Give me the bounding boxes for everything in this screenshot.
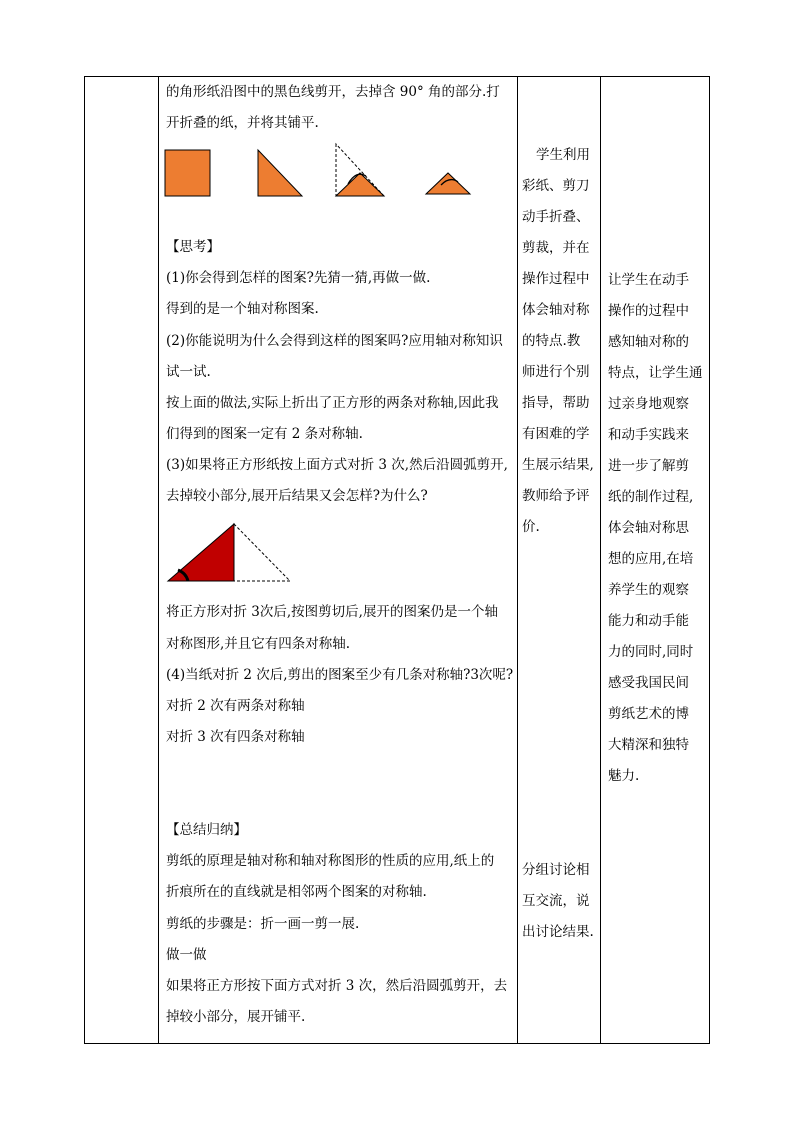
folded-triangle-shape xyxy=(336,173,384,196)
think-line: 得到的是一个轴对称图案. xyxy=(166,301,319,317)
intent-line: 和动手实践来 xyxy=(608,427,689,443)
intent-line: 养学生的观察 xyxy=(608,582,689,598)
folded-triangle-shape xyxy=(258,150,302,196)
intent-line: 进一步了解剪 xyxy=(608,458,689,474)
think-line: 们得到的图案一定有 2 条对称轴. xyxy=(166,426,363,442)
think-line: (2)你能说明为什么会得到这样的图案吗?应用轴对称知识 xyxy=(166,333,503,349)
student-discussion xyxy=(522,855,600,948)
activity-line: 体会轴对称 xyxy=(522,302,590,318)
after-line: (4)当纸对折 2 次后,剪出的图案至少有几条对称轴?3次呢? xyxy=(166,667,514,683)
discussion-line: 互交流，说 xyxy=(522,893,590,909)
think-line: (1)你会得到怎样的图案?先猜一猜,再做一做. xyxy=(166,270,431,286)
unfolded-shape xyxy=(426,173,470,194)
activity-line: 操作过程中 xyxy=(522,271,590,287)
activity-line: 的特点.教 xyxy=(522,333,581,349)
intent-line: 力的同时,同时 xyxy=(608,644,694,660)
intro-line: 的角形纸沿图中的黑色线剪开，去掉含 90° 角的部分.打 xyxy=(166,84,500,100)
intent-line: 让学生在动手 xyxy=(608,272,689,288)
activity-line: 动手折叠、 xyxy=(522,209,590,225)
student-activity xyxy=(522,140,600,543)
intent-line: 想的应用,在培 xyxy=(608,551,694,567)
activity-line: 师进行个别 xyxy=(522,364,590,380)
think-line: (3)如果将正方形纸按上面方式对折 3 次,然后沿圆弧剪开, xyxy=(166,457,508,473)
intent-line: 过亲身地观察 xyxy=(608,396,689,412)
think-line: 试一试. xyxy=(166,364,211,380)
activity-line: 指导，帮助 xyxy=(522,395,590,411)
intent-line: 操作的过程中 xyxy=(608,303,689,319)
intent-line: 特点，让学生通 xyxy=(608,365,703,381)
summary-line: 做一做 xyxy=(166,947,207,963)
intent-line: 剪纸艺术的博 xyxy=(608,706,689,722)
intent-line: 能力和动手能 xyxy=(608,613,689,629)
folded-triangle-figure xyxy=(160,518,300,588)
design-intent xyxy=(608,265,706,792)
intent-line: 感知轴对称的 xyxy=(608,334,689,350)
activity-line: 教师给予评 xyxy=(522,488,590,504)
after-line: 将正方形对折 3次后,按图剪切后,展开的图案仍是一个轴 xyxy=(166,604,498,620)
column-divider xyxy=(158,77,159,1043)
activity-line: 剪裁，并在 xyxy=(522,240,590,256)
column-divider xyxy=(517,77,518,1043)
think-line: 按上面的做法,实际上折出了正方形的两条对称轴,因此我 xyxy=(166,395,499,411)
activity-line: 生展示结果, xyxy=(522,457,594,473)
discussion-line: 分组讨论相 xyxy=(522,862,590,878)
after-line: 对折 3 次有四条对称轴 xyxy=(166,729,305,745)
after-line: 对折 2 次有两条对称轴 xyxy=(166,698,305,714)
summary-line: 掉较小部分，展开铺平. xyxy=(166,1009,306,1025)
intent-line: 大精深和独特 xyxy=(608,737,689,753)
discussion-line: 出讨论结果. xyxy=(522,924,594,940)
activity-line: 学生利用 xyxy=(536,147,590,163)
think-heading: 【思考】 xyxy=(166,239,220,255)
summary-line: 折痕所在的直线就是相邻两个图案的对称轴. xyxy=(166,884,427,900)
triangle-outline-shape xyxy=(234,524,290,581)
intent-line: 纸的制作过程, xyxy=(608,489,694,505)
summary-line: 如果将正方形按下面方式对折 3 次，然后沿圆弧剪开，去 xyxy=(166,978,508,994)
intent-line: 魅力. xyxy=(608,768,640,784)
column-divider xyxy=(600,77,601,1043)
after-line: 对称图形,并且它有四条对称轴. xyxy=(166,636,351,652)
think-line: 去掉较小部分,展开后结果又会怎样?为什么? xyxy=(166,488,428,504)
intent-line: 体会轴对称思 xyxy=(608,520,689,536)
red-triangle-shape xyxy=(168,524,234,581)
folding-sequence-figure xyxy=(160,140,480,202)
activity-line: 有困难的学 xyxy=(522,426,590,442)
intro-line: 开折叠的纸，并将其铺平. xyxy=(166,115,319,131)
activity-line: 价. xyxy=(522,519,540,535)
summary-line: 剪纸的原理是轴对称和轴对称图形的性质的应用,纸上的 xyxy=(166,853,495,869)
summary-line: 剪纸的步骤是：折一画一剪一展. xyxy=(166,916,360,932)
activity-line: 彩纸、剪刀 xyxy=(522,178,590,194)
summary-heading: 【总结归纳】 xyxy=(166,822,247,838)
intent-line: 感受我国民间 xyxy=(608,675,689,691)
square-paper-shape xyxy=(165,150,210,196)
